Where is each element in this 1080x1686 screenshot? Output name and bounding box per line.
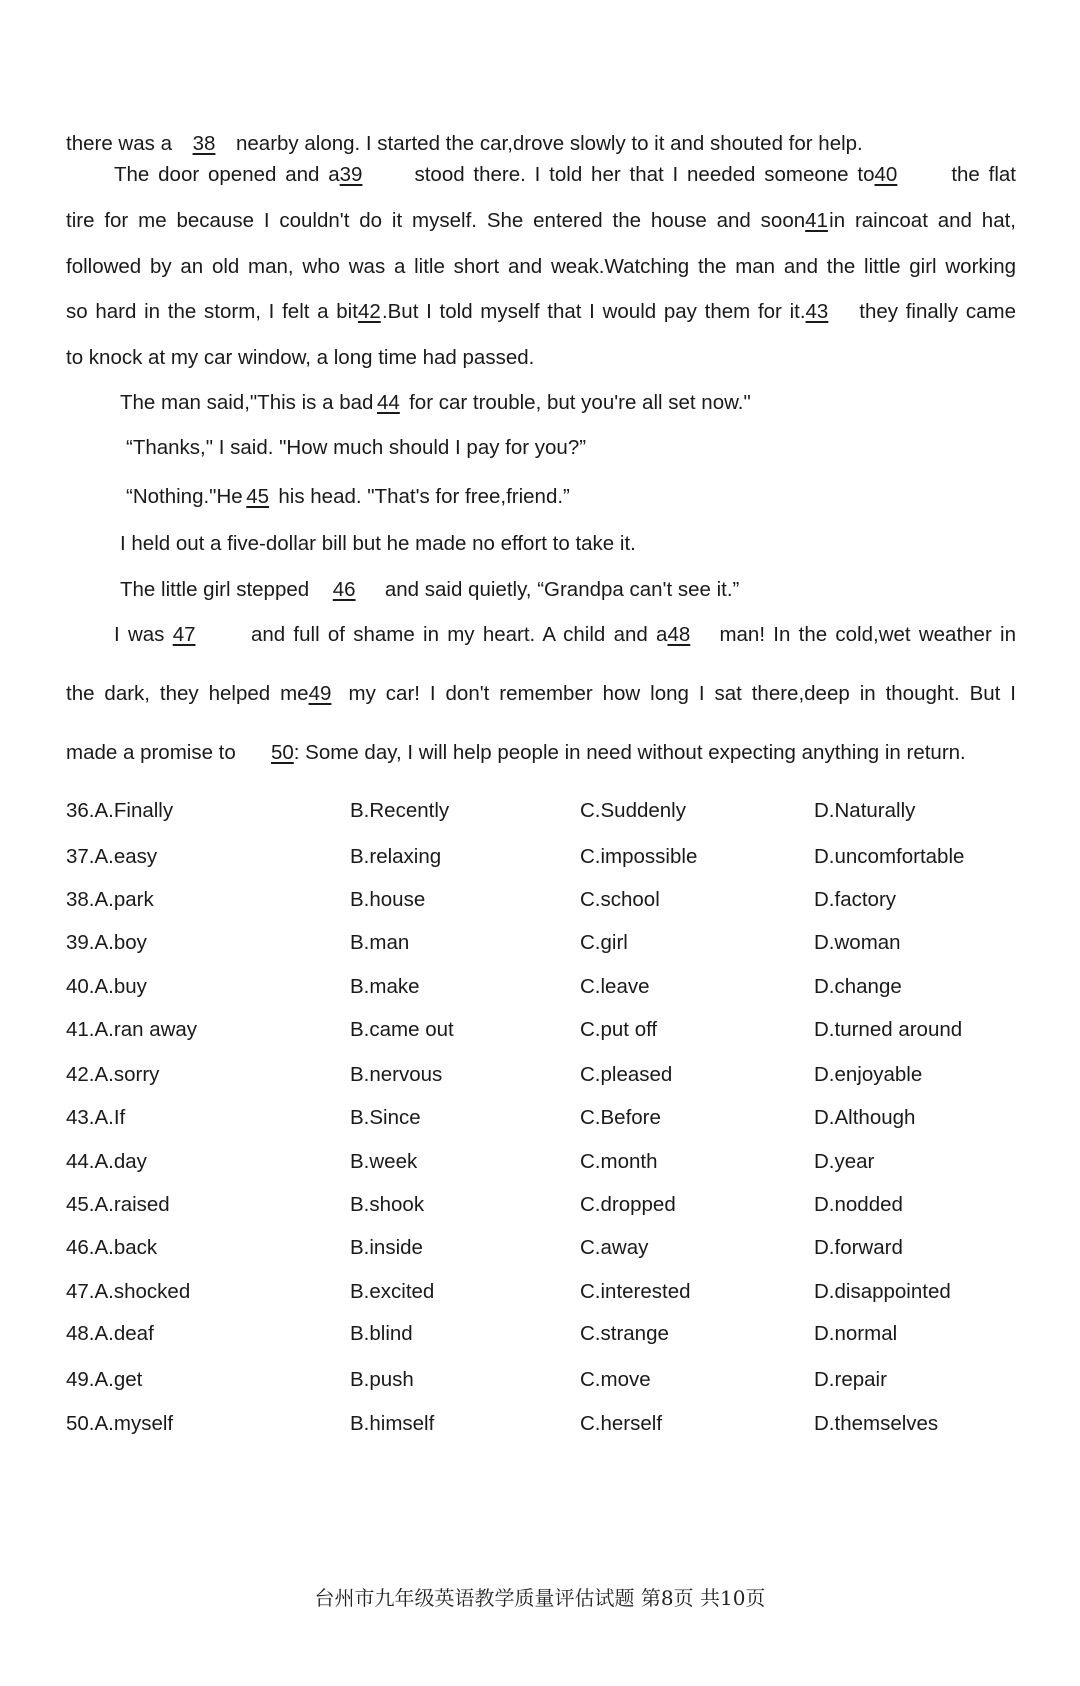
passage-line-14 (66, 739, 1016, 767)
passage-line-3 (66, 207, 1016, 235)
option-c: C.move (580, 1368, 651, 1391)
blank-40: 40 (874, 163, 898, 186)
option-b: B.himself (350, 1412, 435, 1435)
option-d: D.forward (814, 1236, 903, 1259)
passage-text: “Nothing."He (126, 485, 243, 508)
passage-text: made a promise to (66, 741, 236, 764)
passage-text: the flat (951, 163, 1016, 186)
option-row-49 (66, 1366, 1016, 1394)
option-c: C.leave (580, 975, 650, 998)
option-row-38 (66, 886, 1016, 914)
passage-line-7 (120, 389, 1070, 417)
passage-text: so hard in the storm, I felt a bit (66, 300, 358, 323)
option-b: B.week (350, 1150, 418, 1173)
option-b: B.shook (350, 1193, 425, 1216)
option-c: C.away (580, 1236, 649, 1259)
passage-text: The man said,"This is a bad (120, 391, 374, 414)
blank-39: 39 (339, 163, 363, 186)
blank-48: 48 (667, 623, 691, 646)
passage-line-13 (66, 680, 1016, 708)
passage-text: there was a (66, 132, 172, 155)
option-b: B.inside (350, 1236, 423, 1259)
option-b: B.relaxing (350, 845, 442, 868)
option-row-46 (66, 1234, 1016, 1262)
option-d: D.repair (814, 1368, 887, 1391)
option-b: B.Recently (350, 799, 450, 822)
option-d: D.Although (814, 1106, 916, 1129)
option-c: C.pleased (580, 1063, 673, 1086)
passage-text: the dark, they helped me (66, 682, 309, 705)
blank-50: 50 (270, 741, 294, 764)
passage-text: his head. "That's for free,friend.” (278, 485, 570, 508)
option-b: B.house (350, 888, 426, 911)
passage-line-12 (114, 621, 1016, 649)
passage-text: The little girl stepped (120, 578, 310, 601)
option-d: D.change (814, 975, 902, 998)
option-c: C.month (580, 1150, 658, 1173)
passage-text: I was (114, 623, 165, 646)
page-footer: 台州市九年级英语教学质量评估试题 第8页 共10页 (314, 1586, 766, 1610)
option-row-43 (66, 1104, 1016, 1132)
blank-42: 42 (357, 300, 381, 323)
option-a: 45.A.raised (66, 1193, 170, 1216)
passage-text: my car! I don't remember how long I sat there,deep in thought. But I (348, 682, 1016, 705)
passage-text: : Some day, I will help people in need without expecting anything in return. (293, 741, 966, 764)
option-d: D.enjoyable (814, 1063, 923, 1086)
passage-line-1 (66, 130, 1016, 158)
option-row-39 (66, 929, 1016, 957)
blank-49: 49 (308, 682, 332, 705)
option-b: B.man (350, 931, 410, 954)
blank-43: 43 (805, 300, 829, 323)
option-row-45 (66, 1191, 1016, 1219)
passage-text: “Thanks," I said. "How much should I pay for you?” (126, 436, 587, 459)
passage-text: tire for me because I couldn't do it myself. She entered the house and soon (66, 209, 806, 232)
option-a: 46.A.back (66, 1236, 158, 1259)
option-a: 38.A.park (66, 888, 154, 911)
blank-38: 38 (192, 132, 216, 155)
option-d: D.nodded (814, 1193, 903, 1216)
option-b: B.Since (350, 1106, 421, 1129)
option-a: 37.A.easy (66, 845, 158, 868)
passage-line-8 (126, 434, 1076, 462)
passage-text: for car trouble, but you're all set now." (409, 391, 751, 414)
option-c: C.strange (580, 1322, 669, 1345)
blank-41: 41 (805, 209, 828, 232)
passage-line-5 (66, 298, 1016, 326)
option-b: B.push (350, 1368, 414, 1391)
option-row-48 (66, 1320, 1016, 1348)
passage-text: and full of shame in my heart. A child and a (250, 623, 668, 646)
option-row-47 (66, 1278, 1016, 1306)
option-b: B.came out (350, 1018, 454, 1041)
option-c: C.impossible (580, 845, 698, 868)
passage-text: The door opened and a (114, 163, 340, 186)
option-row-42 (66, 1061, 1016, 1089)
passage-text: to knock at my car window, a long time had passed. (66, 346, 535, 369)
option-a: 41.A.ran away (66, 1018, 198, 1041)
passage-line-9 (126, 483, 1076, 511)
option-a: 48.A.deaf (66, 1322, 154, 1345)
option-d: D.Naturally (814, 799, 916, 822)
option-c: C.herself (580, 1412, 663, 1435)
option-a: 50.A.myself (66, 1412, 174, 1435)
option-c: C.interested (580, 1280, 691, 1303)
option-row-37 (66, 843, 1016, 871)
option-d: D.uncomfortable (814, 845, 965, 868)
option-a: 40.A.buy (66, 975, 147, 998)
passage-text: followed by an old man, who was a litle short and weak.Watching the man and the little girl working (66, 255, 1016, 278)
option-row-36 (66, 797, 1016, 825)
option-d: D.themselves (814, 1412, 939, 1435)
option-a: 36.A.Finally (66, 799, 174, 822)
option-a: 42.A.sorry (66, 1063, 160, 1086)
option-b: B.excited (350, 1280, 435, 1303)
passage-line-6 (66, 344, 1016, 372)
passage-text: .But I told myself that I would pay them for it. (381, 300, 806, 323)
option-d: D.woman (814, 931, 901, 954)
option-row-44 (66, 1148, 1016, 1176)
blank-44: 44 (377, 391, 400, 414)
option-b: B.nervous (350, 1063, 443, 1086)
option-d: D.factory (814, 888, 897, 911)
passage-text: I held out a five-dollar bill but he made no effort to take it. (120, 532, 636, 555)
option-d: D.year (814, 1150, 875, 1173)
passage-text: man! In the cold,wet weather in (719, 623, 1016, 646)
option-c: C.dropped (580, 1193, 676, 1216)
passage-line-11 (120, 576, 1070, 604)
option-c: C.girl (580, 931, 628, 954)
option-c: C.Suddenly (580, 799, 686, 822)
passage-line-2 (114, 161, 1016, 189)
passage-line-10 (120, 530, 1070, 558)
option-a: 43.A.If (66, 1106, 126, 1129)
option-row-50 (66, 1410, 1016, 1438)
option-b: B.blind (350, 1322, 413, 1345)
passage-text: nearby along. I started the car,drove slowly to it and shouted for help. (235, 132, 863, 155)
passage-text: stood there. I told her that I needed someone to (414, 163, 875, 186)
option-a: 44.A.day (66, 1150, 147, 1173)
blank-46: 46 (332, 578, 356, 601)
option-d: D.disappointed (814, 1280, 951, 1303)
option-a: 39.A.boy (66, 931, 147, 954)
option-row-40 (66, 973, 1016, 1001)
option-c: C.put off (580, 1018, 658, 1041)
option-a: 49.A.get (66, 1368, 143, 1391)
blank-45: 45 (246, 485, 270, 508)
passage-line-4 (66, 253, 1016, 281)
option-c: C.school (580, 888, 660, 911)
option-b: B.make (350, 975, 420, 998)
passage-text: they finally came (859, 300, 1016, 323)
passage-text: in raincoat and hat, (829, 209, 1017, 232)
option-d: D.turned around (814, 1018, 963, 1041)
blank-47: 47 (172, 623, 196, 646)
passage-text: and said quietly, “Grandpa can't see it.” (384, 578, 740, 601)
option-d: D.normal (814, 1322, 898, 1345)
option-c: C.Before (580, 1106, 661, 1129)
option-a: 47.A.shocked (66, 1280, 191, 1303)
option-row-41 (66, 1016, 1016, 1044)
